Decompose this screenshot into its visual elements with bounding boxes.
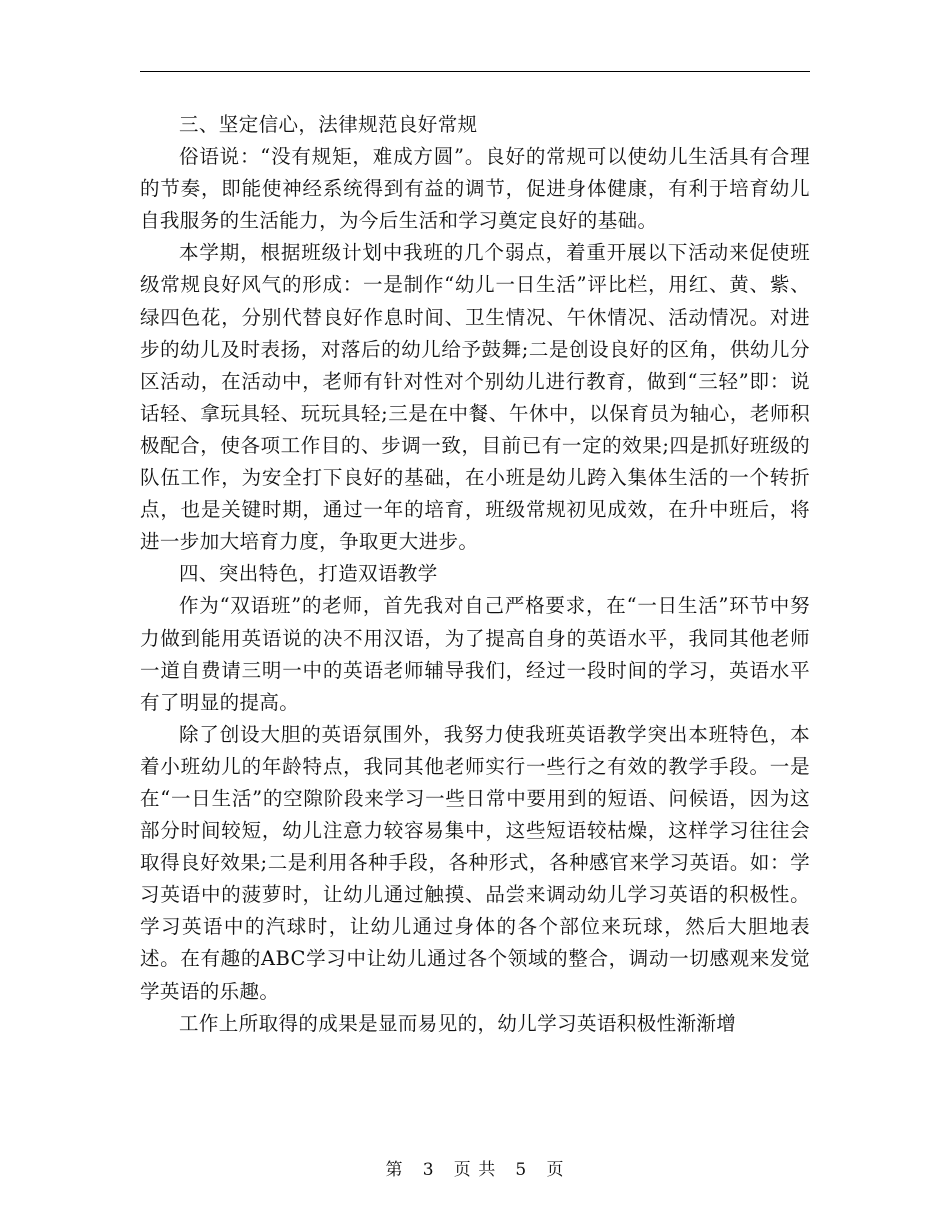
- paragraph: 工作上所取得的成果是显而易见的，幼儿学习英语积极性渐渐增: [179, 1011, 737, 1035]
- document-body: [140, 109, 810, 1040]
- footer-middle: 页 共: [453, 1160, 497, 1180]
- footer-suffix: 页: [546, 1160, 565, 1180]
- paragraph: 本学期，根据班级计划中我班的几个弱点，着重开展以下活动来促使班级常规良好风气的形成：一是制作“幼儿一日生活”评比栏，用红、黄、紫、绿四色花，分别代替良好作息时间、卫生情况、午休情况、活动情况。对进步的幼儿及时表扬，对落后的幼儿给予鼓舞;二是创设良好的区角，供幼儿分区活动，在活动中，老师有针对性对个别幼儿进行教育，做到“三轻”即：说话轻、拿玩具轻、玩玩具轻;三是在中餐、午休中，以保育员为轴心，老师积极配合，使各项工作目的、步调一致，目前已有一定的效果;四是抓好班级的队伍工作，为安全打下良好的基础，在小班是幼儿跨入集体生活的一个转折点，也是关键时期，通过一年的培育，班级常规初见成效，在升中班后，将进一步加大培育力度，争取更大进步。: [140, 241, 810, 554]
- paragraph: 俗语说：“没有规矩，难成方圆”。良好的常规可以使幼儿生活具有合理的节奏，即能使神经系统得到有益的调节，促进身体健康，有利于培育幼儿自我服务的生活能力，为今后生活和学习奠定良好的基础。: [140, 145, 810, 233]
- header-rule: [140, 71, 810, 72]
- current-page-number: 3: [422, 1160, 435, 1180]
- page-footer: [0, 1155, 950, 1180]
- total-pages-number: 5: [515, 1160, 528, 1180]
- paragraph: 作为“双语班”的老师，首先我对自己严格要求，在“一日生活”环节中努力做到能用英语说的决不用汉语，为了提高自身的英语水平，我同其他老师一道自费请三明一中的英语老师辅导我们，经过一段时间的学习，英语水平有了明显的提高。: [140, 594, 810, 714]
- section-heading-4: 四、突出特色，打造双语教学: [179, 562, 438, 586]
- section-heading-3: 三、坚定信心，法律规范良好常规: [179, 113, 478, 136]
- paragraph: 除了创设大胆的英语氛围外，我努力使我班英语教学突出本班特色，本着小班幼儿的年龄特点，我同其他老师实行一些行之有效的教学手段。一是在“一日生活”的空隙阶段来学习一些日常中要用到的短语、问候语，因为这部分时间较短，幼儿注意力较容易集中，这些短语较枯燥，这样学习往往会取得良好效果;二是利用各种手段，各种形式，各种感官来学习英语。如：学习英语中的菠萝时，让幼儿通过触摸、品尝来调动幼儿学习英语的积极性。学习英语中的汽球时，让幼儿通过身体的各个部位来玩球，然后大胆地表述。在有趣的ABC学习中让幼儿通过各个领域的整合，调动一切感观来发觉学英语的乐趣。: [140, 722, 810, 1003]
- footer-prefix: 第: [385, 1160, 404, 1180]
